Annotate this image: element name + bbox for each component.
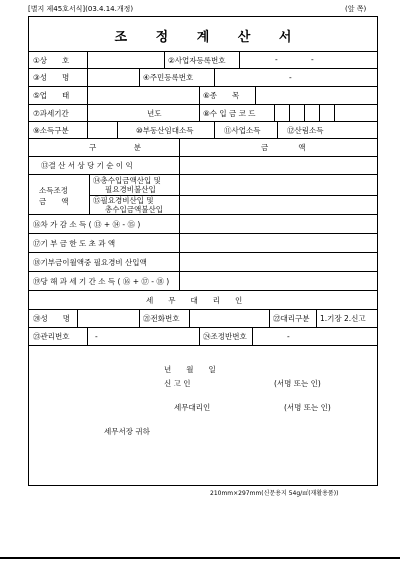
form-title: 조 정 계 산 서 xyxy=(114,30,304,45)
agent-phone-label: ㉑전화번호 xyxy=(143,314,180,323)
amount-header: 금 액 xyxy=(261,143,306,152)
calc-header-row xyxy=(29,138,377,156)
year-label: 년도 xyxy=(147,109,162,118)
name-label: ①상 호 xyxy=(33,56,70,65)
row-income-type xyxy=(29,121,377,138)
adjust-label-1: 소득조정 xyxy=(39,186,68,195)
period-label: ⑦과세기간 xyxy=(33,109,69,118)
r15-line2: 총수입금액불산입 xyxy=(105,205,163,214)
report-date: 년 월 일 xyxy=(164,365,216,374)
subtotal-label: ⑯차 가 감 소 득 ( ⑬ + ⑭ - ⑮ ) xyxy=(33,220,141,229)
industry-code-label: ⑧수 입 금 코 드 xyxy=(203,109,256,118)
row-18 xyxy=(29,252,377,271)
reporter-label: 신 고 인 xyxy=(164,379,191,388)
net-income-label: ⑬결 산 서 상 당 기 순 이 익 xyxy=(41,161,133,170)
biztype-label: ⑤업 태 xyxy=(33,91,70,100)
tax-office-addressee: 세무서장 귀하 xyxy=(104,427,150,436)
r14-line1: ⑭총수입금액산입 및 xyxy=(93,176,161,185)
row-period xyxy=(29,104,377,121)
agent-type-label: ㉒대리구분 xyxy=(273,314,310,323)
row-17 xyxy=(29,233,377,252)
business-option: ⑪사업소득 xyxy=(224,126,261,135)
agent-section-header xyxy=(29,290,377,309)
item-label: ⑥종 목 xyxy=(203,91,240,100)
donation-excess-label: ⑰기 부 금 한 도 초 과 액 xyxy=(33,239,116,248)
forest-option: ⑫산림소득 xyxy=(287,126,324,135)
page-side: (앞 쪽) xyxy=(345,5,367,13)
row-name: ①상 호 ②사업자등록번호 - - xyxy=(29,51,377,68)
real-estate-option: ⑩부동산임대소득 xyxy=(136,126,194,135)
period-income-label: ⑲당 해 과 세 기 간 소 득 ( ⑯ + ⑰ - ⑱ ) xyxy=(33,277,170,286)
category-header: 구 분 xyxy=(89,143,141,152)
adjust-team-no-label: ㉔조정반번호 xyxy=(203,332,247,341)
agent-sign-label: 세무대리인 xyxy=(174,403,211,412)
row-19 xyxy=(29,271,377,290)
agent-row-2: ㉓관리번호 - ㉔조정반번호 - xyxy=(29,327,377,345)
income-type-label: ⑨소득구분 xyxy=(33,126,69,135)
r15-line1: ⑮필요경비산입 및 xyxy=(93,196,154,205)
row-13 xyxy=(29,156,377,174)
row-biztype xyxy=(29,86,377,104)
bottom-divider xyxy=(0,557,400,559)
row-adjust xyxy=(29,174,377,214)
reporter-signature: (서명 또는 인) xyxy=(274,379,321,388)
adjustment-form xyxy=(28,16,378,486)
rep-label: ③성 명 xyxy=(33,73,70,82)
mgmt-no-label: ㉓관리번호 xyxy=(33,332,70,341)
agent-name-label: ⑳성 명 xyxy=(33,314,70,323)
r14-line2: 필요경비불산입 xyxy=(105,185,156,194)
paper-spec-footer: 210mm×297mm(신문용지 54g/㎡(재활용품)) xyxy=(210,490,339,497)
agent-type-value: 1.기장 2.신고 xyxy=(320,314,366,323)
agent-signature: (서명 또는 인) xyxy=(284,403,331,412)
row-16 xyxy=(29,214,377,233)
donation-carryover-label: ⑱기부금이월액중 필요경비 산입액 xyxy=(33,258,147,267)
bizno-label: ②사업자등록번호 xyxy=(168,56,226,65)
resno-label: ④주민등록번호 xyxy=(143,73,194,82)
adjust-label-2: 금 액 xyxy=(39,197,69,206)
signature-block xyxy=(29,345,377,485)
agent-row-1 xyxy=(29,309,377,327)
row-rep: ③성 명 ④주민등록번호 - xyxy=(29,68,377,86)
agent-section-title: 세 무 대 리 인 xyxy=(146,296,243,305)
form-number: [별지 제45호서식](03.4.14.개정) xyxy=(28,5,134,13)
